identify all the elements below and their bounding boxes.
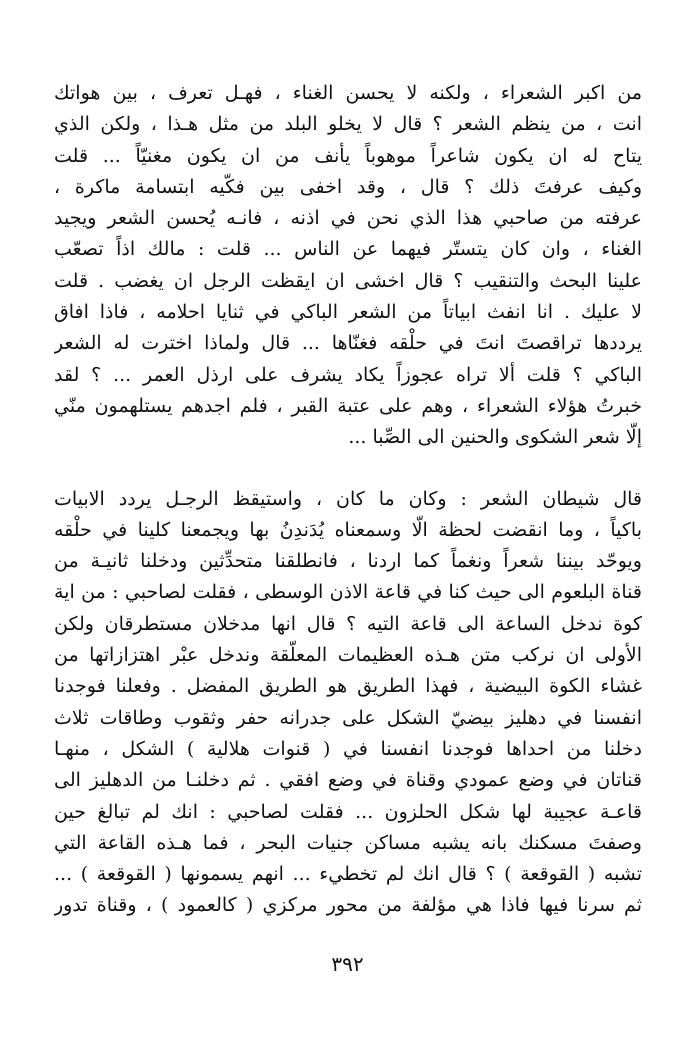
paragraph-1 bbox=[54, 78, 642, 454]
text-line: ويوحّد بيننا شعراً ونغماً كما اردنا ، فانطلقنا متحدِّثين ودخلنا ثانيـة من bbox=[54, 550, 642, 573]
text-line: تشبه ( القوقعة ) ؟ قال انك لم تخطيء ... انهم يسمونها ( القوقعة ) ... bbox=[54, 863, 642, 886]
text-line: الأولى ان نركب متن هـذه العظيمات المعلّقة وندخل عبْر اهتزازاتها من bbox=[54, 644, 642, 667]
text-line: وصفتَ مسكنك بانه يشبه مساكن جنيات البحر ، فما هـذه القاعة التي bbox=[54, 831, 642, 854]
text-line: خبرتُ هؤلاء الشعراء ، وهم على عتبة القبر ، فلم اجدهم يستلهمون منّي bbox=[54, 394, 642, 417]
text-line: الغناء ، وان كان يتستّر فيهما عن الناس ... قلت : مالك اذاً تصعّب bbox=[54, 238, 642, 261]
book-page-body bbox=[54, 78, 642, 922]
text-line: انت ، من ينظم الشعر ؟ قال لا يخلو البلد من مثل هـذا ، ولكن الذي bbox=[54, 113, 642, 136]
text-line: كوة ندخل الساعة الى قاعة التيه ؟ قال انها مدخلان مستطرقان ولكن bbox=[54, 612, 642, 635]
text-line: يرددها تراقصتَ انتَ في حلْقه فغنّاها ... قال ولماذا اخترت له الشعر bbox=[54, 332, 642, 355]
text-line: يتاح له ان يكون شاعراً موهوباً يأنف من ان يكون مغنيّاً ... قلت bbox=[54, 144, 642, 167]
text-line: إلّا شعر الشكوى والحنين الى الصِّبا ... bbox=[348, 426, 642, 449]
paragraph-2 bbox=[54, 484, 642, 922]
text-line: لا عليك . انا انفث ابياتاً من الشعر الباكي في ثنايا احلامه ، فاذا افاق bbox=[54, 301, 642, 324]
text-line: دخلنا من احداها فوجدنا انفسنا في ( قنوات هلالية ) الشكل ، منهـا bbox=[54, 737, 642, 760]
text-line: قناتان في وضع عمودي وقناة في وضع افقي . ثم دخلنـا من الدهليز الى bbox=[54, 769, 642, 792]
text-line: قناة البلعوم الى حيث كنا في قاعة الاذن الوسطى ، فقلت لصاحبي : من اية bbox=[54, 581, 642, 604]
text-line: عرفته من صاحبي هذا الذي نحن في اذنه ، فانـه يُحسن الشعر ويجيد bbox=[54, 207, 642, 230]
page-number: ٣٩٢ bbox=[331, 952, 364, 976]
text-line: قاعـة عجيبة لها شكل الحلزون ... فقلت لصاحبي : انك لم تبالغ حين bbox=[54, 800, 642, 823]
paragraph-spacer bbox=[54, 454, 642, 484]
text-line: علينا البحث والتنقيب ؟ قال اخشى ان ايقظت الرجل ان يغضب . قلت bbox=[54, 269, 642, 292]
text-line: باكياً ، وما انقضت لحظة الّا وسمعناه يُدَندِنُ بها ويجمعنا كلينا في حلْقه bbox=[54, 518, 642, 541]
text-line: قال شيطان الشعر : وكان ما كان ، واستيقظ الرجـل يردد الابيات bbox=[54, 487, 642, 510]
text-line: انفسنا في دهليز بيضيّ الشكل على جدرانه حفر وثقوب وطاقات ثلاث bbox=[54, 706, 642, 729]
text-line: وكيف عرفتَ ذلك ؟ قال ، وقد اخفى بين فكّيه ابتسامة ماكرة ، bbox=[54, 175, 642, 198]
text-line: غشاء الكوة البيضية ، فهذا الطريق هو الطريق المفضل . وفعلنا فوجدنا bbox=[54, 675, 642, 698]
text-line: من اكبر الشعراء ، ولكنه لا يحسن الغناء ، فهـل تعرف ، بين هواتك bbox=[54, 82, 642, 104]
text-line: الباكي ؟ قلت ألا تراه عجوزاً يكاد يشرف على ارذل العمر ... ؟ لقد bbox=[54, 363, 642, 386]
text-line: ثم سرنا فيها فاذا هي مؤلفة من محور مركزي ( كالعمود ) ، وقناة تدور bbox=[54, 894, 642, 917]
